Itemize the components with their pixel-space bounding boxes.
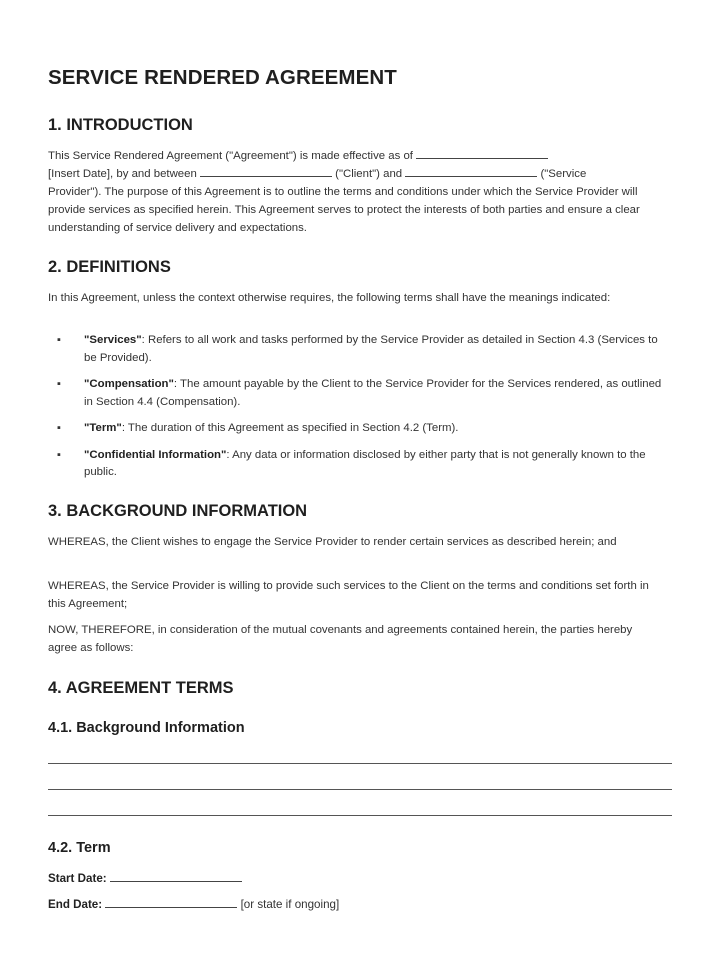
definition-text: : The amount payable by the Client to the Service Provider for the Services rendered, as outlined in Section 4.4 (Compensation). — [84, 378, 662, 408]
background-paragraph: NOW, THEREFORE, in consideration of the mutual covenants and agreements contained herein, the parties hereby agree as follows: — [48, 624, 633, 654]
section-heading-introduction: 1. INTRODUCTION — [48, 116, 193, 134]
start-date-field — [48, 870, 242, 885]
definition-item — [48, 420, 672, 438]
bullet-icon: ▪ — [57, 378, 61, 390]
fill-in-line[interactable] — [48, 763, 672, 764]
effective-date-blank[interactable] — [416, 147, 548, 159]
fill-in-line[interactable] — [48, 815, 672, 816]
bullet-icon: ▪ — [57, 448, 61, 461]
definition-item — [48, 376, 672, 411]
intro-text-client: ("Client") and — [335, 168, 403, 180]
section-heading-agreement-terms: 4. AGREEMENT TERMS — [48, 679, 234, 697]
intro-line-1 — [48, 147, 658, 165]
definitions-intro: In this Agreement, unless the context otherwise requires, the following terms shall have the meanings indicated: — [48, 292, 611, 304]
bullet-icon: ▪ — [57, 422, 61, 434]
document-title: SERVICE RENDERED AGREEMENT — [48, 66, 397, 89]
definition-text: : The duration of this Agreement as specified in Section 4.2 (Term). — [121, 422, 459, 434]
end-date-label: End Date: — [48, 898, 103, 911]
start-date-label: Start Date: — [48, 872, 107, 885]
definition-item — [48, 447, 672, 482]
section-heading-definitions: 2. DEFINITIONS — [48, 258, 171, 276]
intro-line-2 — [48, 165, 658, 183]
definitions-list — [48, 332, 672, 482]
section-heading-background: 3. BACKGROUND INFORMATION — [48, 502, 308, 520]
fill-in-line[interactable] — [48, 789, 672, 790]
intro-text-effective: This Service Rendered Agreement ("Agreement") is made effective as of — [48, 150, 413, 162]
end-date-field — [48, 896, 339, 911]
bullet-icon: ▪ — [57, 334, 61, 346]
definition-term: "Term" — [84, 422, 122, 434]
definition-item — [48, 332, 672, 367]
intro-text-parties: [Insert Date], by and between — [48, 168, 197, 180]
client-name-blank[interactable] — [200, 165, 332, 177]
start-date-blank[interactable] — [110, 870, 242, 882]
definition-term: "Confidential Information" — [84, 448, 227, 461]
definition-term: "Services" — [84, 334, 142, 346]
end-date-blank[interactable] — [105, 896, 237, 908]
intro-text-service: ("Service — [540, 168, 587, 180]
background-paragraph: WHEREAS, the Client wishes to engage the Service Provider to render certain services as described herein; and — [48, 536, 617, 548]
background-paragraph: WHEREAS, the Service Provider is willing to provide such services to the Client on the terms and conditions set forth in this Agreement; — [48, 580, 649, 610]
end-date-note: [or state if ongoing] — [240, 898, 340, 911]
provider-name-blank[interactable] — [405, 165, 537, 177]
definition-text: : Any data or information disclosed by either party that is not generally known to the public. — [84, 448, 646, 478]
subsection-heading-background: 4.1. Background Information — [48, 720, 245, 736]
introduction-paragraph — [48, 147, 658, 237]
definition-text: : Refers to all work and tasks performed by the Service Provider as detailed in Section 4.3 (Services to be Provided). — [84, 334, 658, 364]
intro-text-purpose: Provider"). The purpose of this Agreement is to outline the terms and conditions under which the Service Provider will provide services as specified herein. This Agreement serves to protect the interests of both parties and ensure a clear understanding of service delivery and expectations. — [48, 186, 640, 234]
subsection-heading-term: 4.2. Term — [48, 840, 111, 856]
definition-term: "Compensation" — [84, 378, 174, 390]
